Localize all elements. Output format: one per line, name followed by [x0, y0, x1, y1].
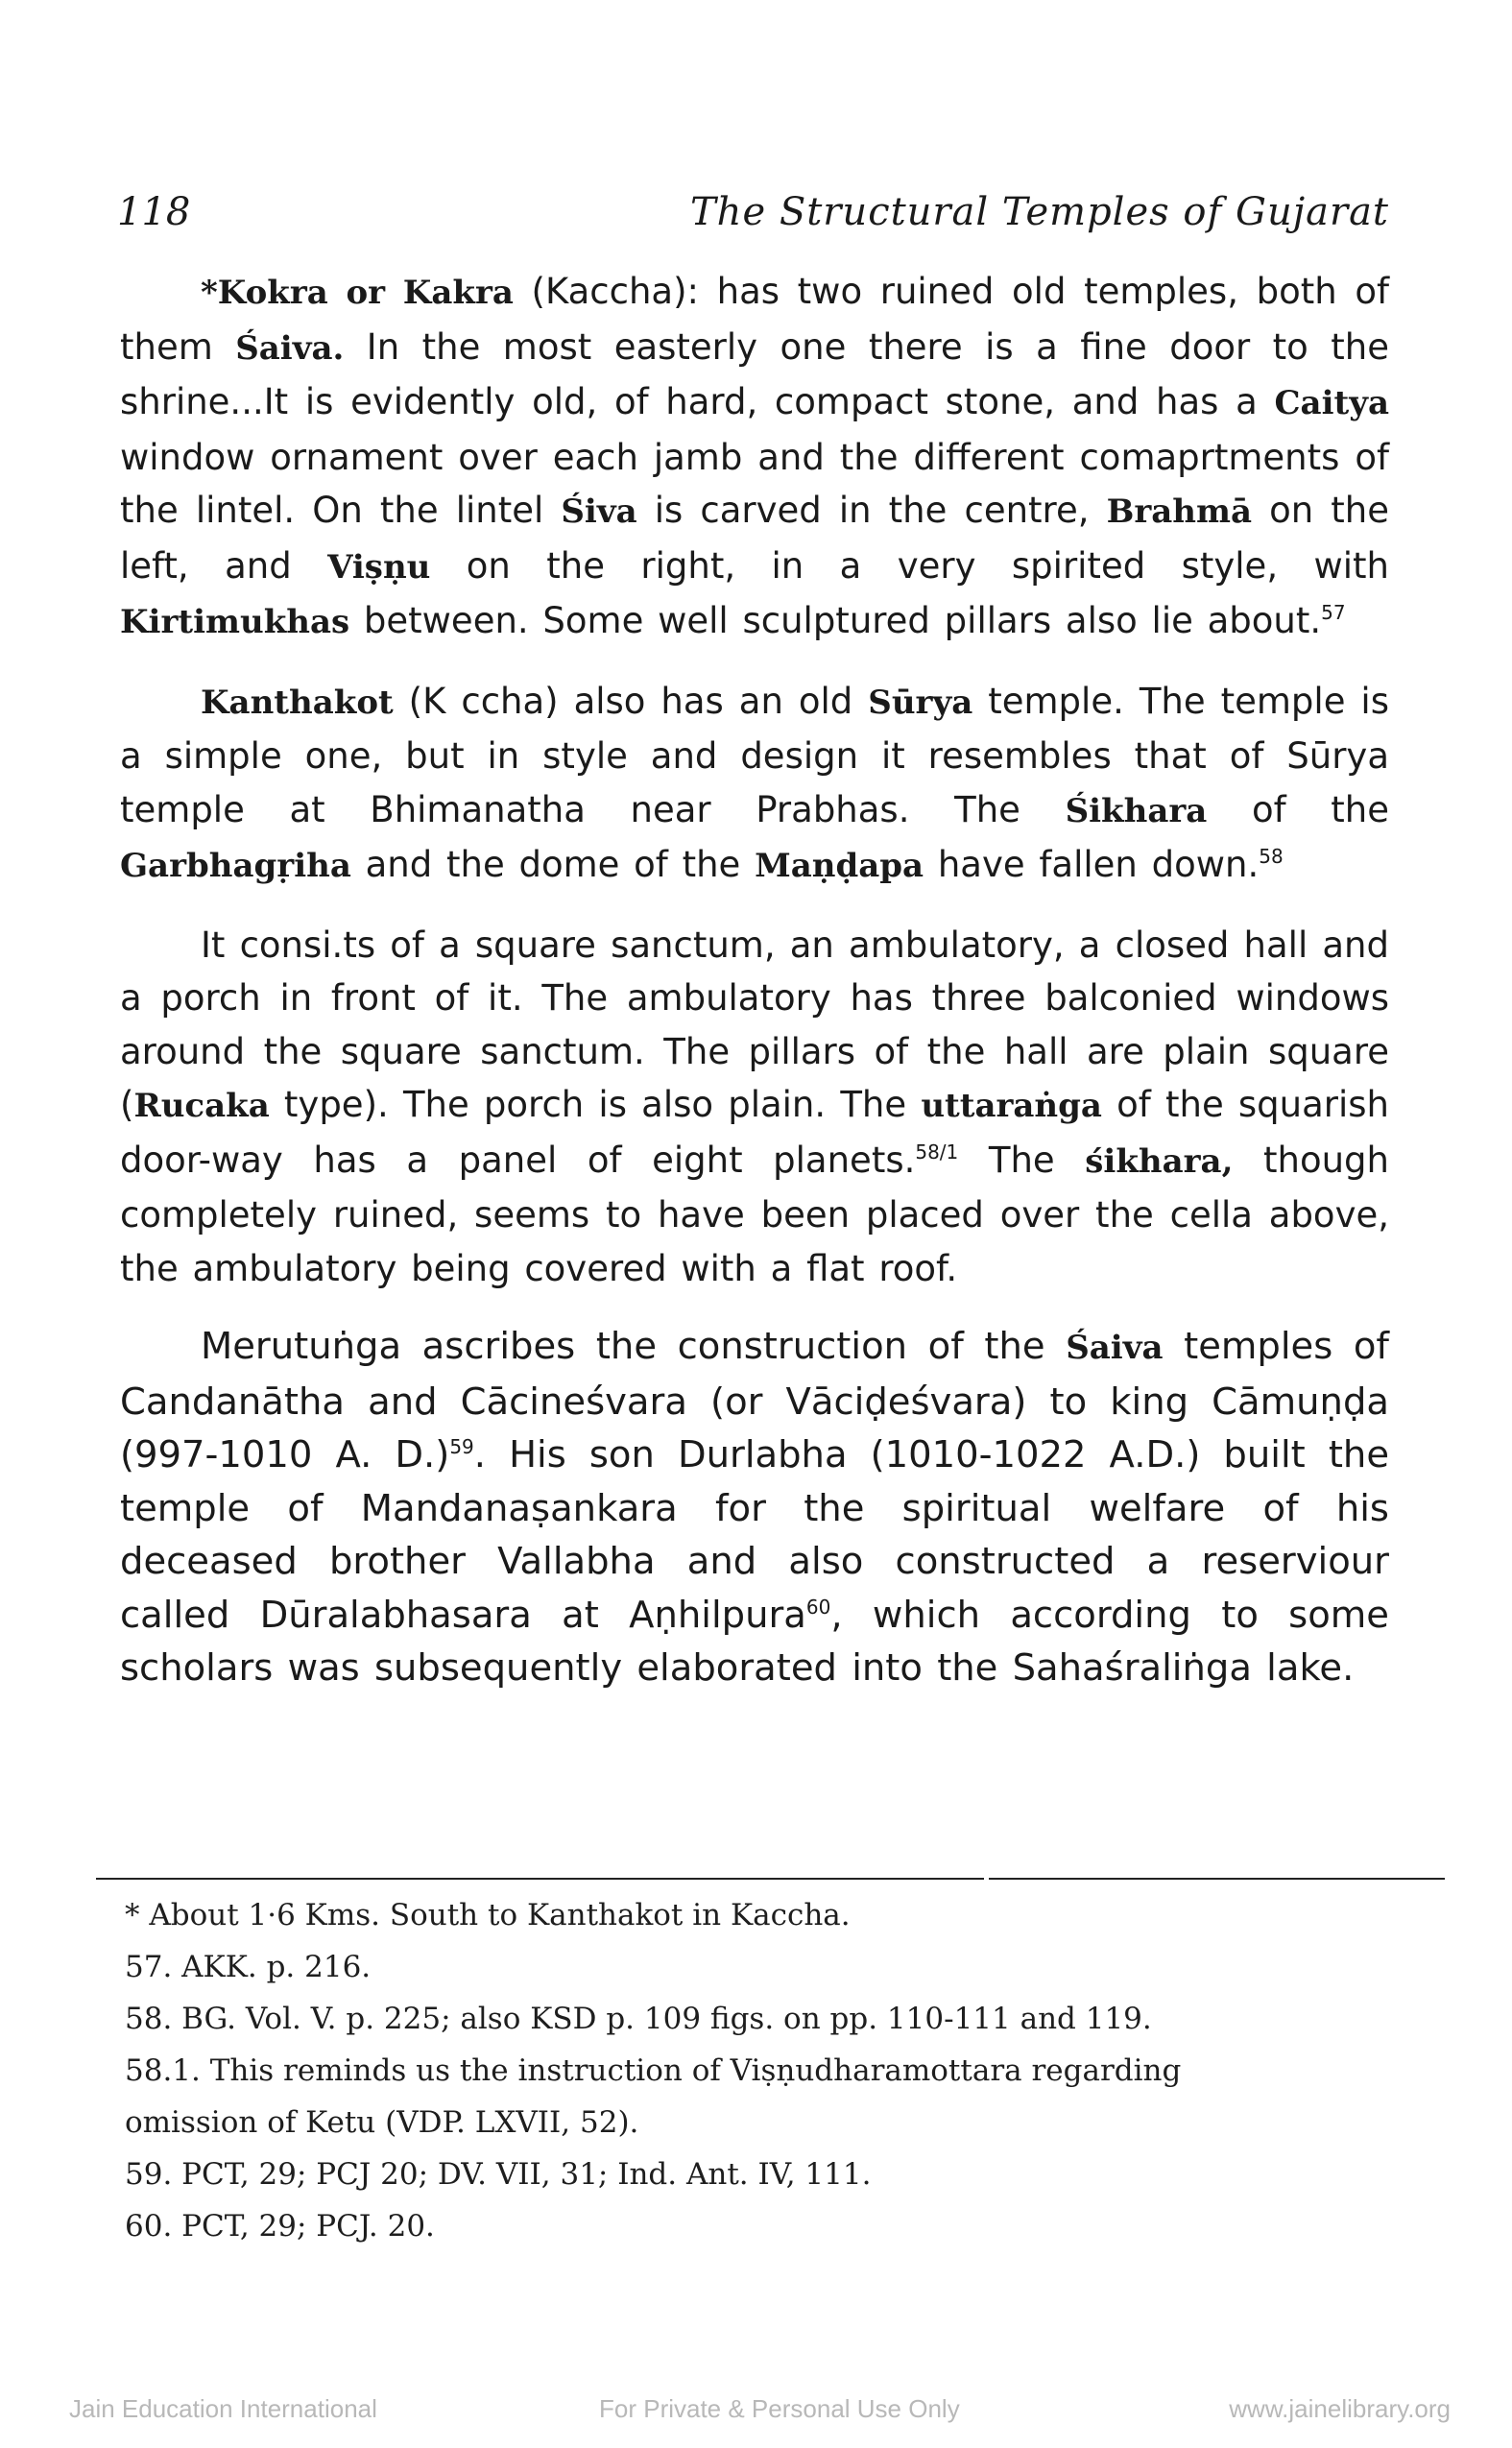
footnote-57: 57. AKK. p. 216.: [125, 1950, 372, 1984]
bold-term: Rucaka: [133, 1087, 270, 1125]
text-run: though completely ruined, seems to have been placed over the cella above, the ambulatory being covered with a flat roof.: [120, 1139, 1389, 1289]
text-run: Merutuṅga ascribes the construction of the: [201, 1325, 1067, 1368]
text-run: temples of Candanātha and Cācineśvara (or Vāciḍeśvara) to king Cāmuṇḍa (997-1010 A. D.): [120, 1325, 1389, 1476]
footnote-58: 58. BG. Vol. V. p. 225; also KSD p. 109 figs. on pp. 110-111 and 119.: [125, 2002, 1152, 2036]
footnote-ref: 60: [805, 1595, 831, 1619]
bold-term: Śiva: [561, 492, 637, 531]
text-run: . His son Durlabha (1010-1022 A.D.) built the temple of Mandanaṣankara for the spiritual welfare of his deceased brother Vallabha and also constructed a reserviour called Dūralabhasara at Aṇhilpura: [120, 1433, 1390, 1637]
bold-term: Sūrya: [868, 683, 973, 722]
footnote-star: * About 1·6 Kms. South to Kanthakot in Kaccha.: [125, 1898, 851, 1932]
footnote-60: 60. PCT, 29; PCJ. 20.: [125, 2209, 435, 2244]
paragraph-merutunga: [120, 1320, 1389, 1695]
text-run: between. Some well sculptured pillars also lie about.: [349, 600, 1322, 641]
bold-term: Maṇḍapa: [755, 847, 924, 885]
bold-term: śikhara,: [1085, 1141, 1234, 1181]
bold-term: uttaraṅga: [921, 1087, 1102, 1125]
bold-term: Śikhara: [1065, 791, 1208, 830]
text-run: It consi.ts of a square sanctum, an ambulatory, a closed hall and a porch in front of it. The ambulatory has three balconied windows around the square sanctum. The pillars of the hall are plain square (: [120, 924, 1389, 1125]
text-run: (K ccha) also has an old: [393, 680, 869, 722]
paragraph-kanthakot: [120, 675, 1389, 894]
footnote-divider: [96, 1878, 1445, 1882]
text-run: type). The porch is also plain. The: [269, 1084, 922, 1125]
footnote-ref: 58: [1259, 845, 1284, 868]
bold-term: Śaiva.: [235, 328, 345, 368]
bold-term: Kirtimukhas: [120, 603, 350, 641]
bold-term: Viṣṇu: [327, 547, 431, 587]
text-run: have fallen down.: [924, 844, 1260, 885]
text-run: , which according to some scholars was subsequently elaborated into the Sahaśraliṅga lake.: [120, 1593, 1389, 1690]
bold-term: Garbhagṛiha: [120, 847, 351, 885]
body-text: [120, 265, 1389, 1720]
footer-publisher: Jain Education International: [69, 2394, 377, 2423]
text-run: window ornament over each jamb and the different comaprtments of the lintel. On the lintel: [120, 436, 1389, 531]
divider-segment: [989, 1878, 1445, 1880]
text-run: temple. The temple is a simple one, but in style and design it resembles that of Sūrya temple at Bhimanatha near Prabhas. The: [120, 680, 1389, 830]
divider-segment: [96, 1878, 984, 1880]
text-run: is carved in the centre,: [636, 490, 1107, 531]
footnotes: [125, 1889, 1411, 2252]
running-title: The Structural Temples of Gujarat: [690, 190, 1389, 234]
footnote-ref: 58/1: [915, 1140, 959, 1164]
page-number: 118: [117, 190, 191, 234]
footnote-ref: 59: [449, 1435, 474, 1458]
bold-term: *Kokra or Kakra: [201, 274, 514, 312]
paragraph-kokra: [120, 265, 1389, 650]
footer-usage-note: For Private & Personal Use Only: [599, 2394, 960, 2423]
footer-website[interactable]: www.jainelibrary.org: [1229, 2394, 1451, 2423]
text-run: of the: [1207, 788, 1389, 830]
text-run: The: [958, 1139, 1086, 1181]
text-run: (Kaccha): has two ruined old temples, both of them: [120, 271, 1390, 368]
text-run: In the most easterly one there is a fine door to the shrine...It is evidently old, of hard, compact stone, and has a: [120, 325, 1389, 422]
bold-term: Kanthakot: [201, 683, 394, 722]
footnote-ref: 57: [1321, 601, 1346, 624]
text-run: on the right, in a very spirited style, with: [430, 544, 1389, 587]
text-run: on the left, and: [120, 490, 1389, 587]
bold-term: Śaiva: [1066, 1329, 1164, 1367]
paragraph-sanctum: [120, 919, 1389, 1296]
text-run: of the squarish door-way has a panel of eight planets.: [120, 1084, 1389, 1181]
bold-term: Brahmā: [1106, 492, 1252, 531]
footnote-59: 59. PCT, 29; PCJ 20; DV. VII, 31; Ind. Ant. IV, 111.: [125, 2157, 872, 2192]
footnote-58-1: 58.1. This reminds us the instruction of Viṣṇudharamottara regarding: [125, 2053, 1182, 2088]
bold-term: Caitya: [1274, 384, 1389, 422]
footnote-58-1-continued: omission of Ketu (VDP. LXVII, 52).: [125, 2105, 639, 2140]
page-header: [117, 190, 1389, 248]
text-run: and the dome of the: [350, 844, 756, 885]
page-footer: [0, 2394, 1512, 2433]
